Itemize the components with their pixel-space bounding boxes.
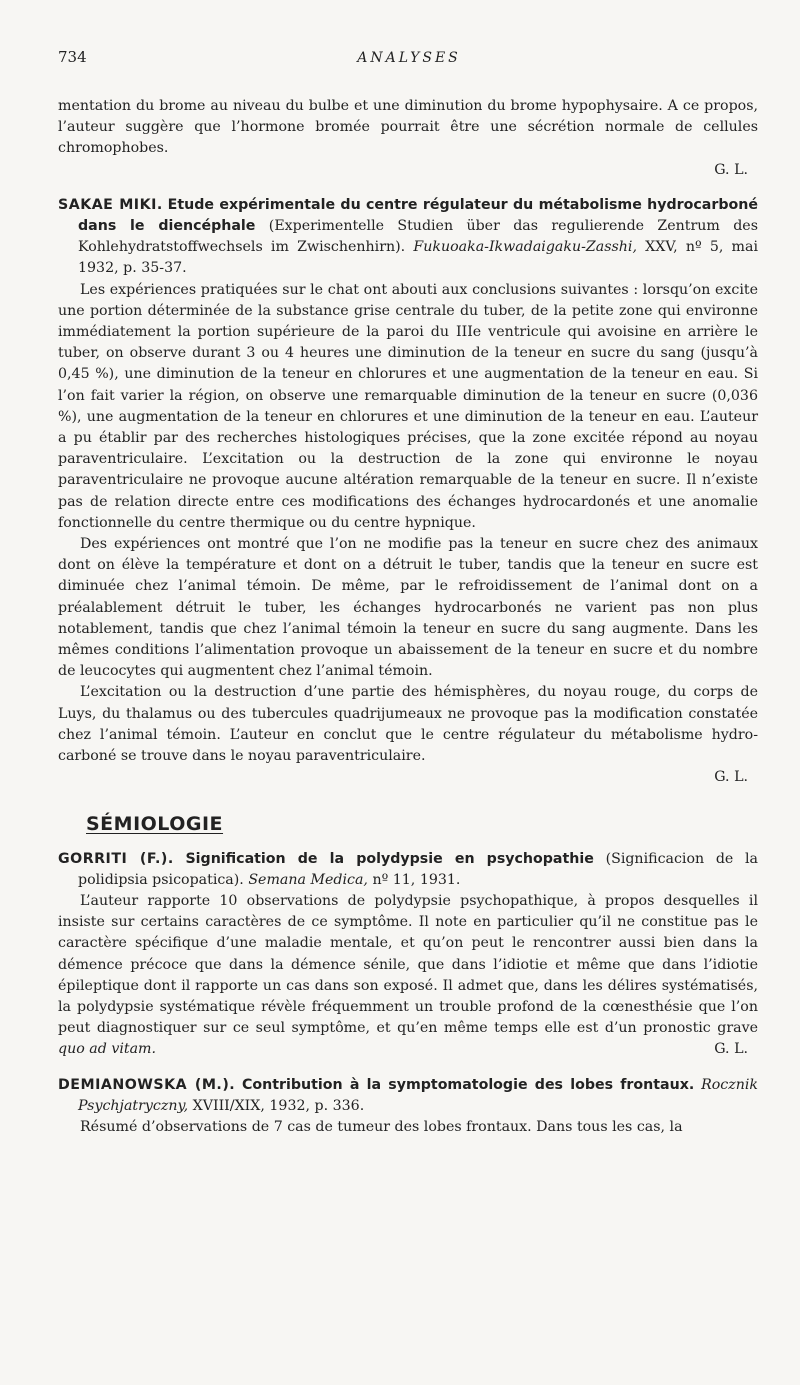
- entry1-details: XXV, nº 5, mai 1932, p. 35-37.: [78, 239, 758, 277]
- entry2-ref: (Significacion de la polidipsia psicopatica).: [78, 850, 758, 888]
- entry3-paragraph: Résumé d’observations de 7 cas de tumeur des lobes frontaux. Dans tous les cas, la: [80, 1118, 683, 1135]
- page-number: 734: [58, 48, 87, 66]
- intro-paragraph: mentation du brome au niveau du bulbe et une diminution du brome hypophysaire. A ce propos, l’auteur suggère que l’hormone bromée pourrait être une sécrétion normale de cellules chromophobes.: [58, 98, 758, 157]
- section-heading-semiologie: SÉMIOLOGIE: [86, 812, 224, 835]
- entry1-author: SAKAE MIKI.: [58, 196, 163, 213]
- entry2-journal: Semana Medica,: [248, 871, 368, 888]
- page-body: [58, 96, 758, 1138]
- entry1-signature: G. L.: [714, 769, 748, 786]
- entry1-journal: Fukuoaka-Ikwadaigaku-Zasshi,: [413, 239, 637, 256]
- entry-gorriti-heading: [58, 849, 758, 891]
- entry-sakae-miki-heading: [58, 195, 758, 280]
- entry3-author: DEMIANOWSKA (M.).: [58, 1076, 236, 1093]
- entry1-paragraph-2: Des expériences ont montré que l’on ne modifie pas la teneur en sucre chez des animaux dont on élève la température et dont on a détruit le tuber, tandis que la teneur en sucre est diminuée chez l’animal témoin. De même, par le refroidissement de l’animal dont on a préalablement détruit le tuber, les échanges hydrocarbonés ne varient pas non plus notablement, tandis que chez l’animal témoin la teneur en sucre du sang augmente. Dans les mêmes conditions l’alimentation provoque un abaissement de la teneur en sucre et du nombre de leucocytes qui augmentent chez l’animal témoin.: [58, 536, 758, 680]
- entry1-paragraph-1: Les expériences pratiquées sur le chat ont abouti aux conclusions suivantes : lorsqu’on excite une portion déterminée de la substance grise centrale du tuber, de la petite zone qui environne immédiatement la portion supérieure de la paroi du IIIe ventricule qui avoisine en arrière le tuber, on observe durant 3 ou 4 heures une diminution de la teneur en sucre du sang (jusqu’à 0,45 %), une diminution de la teneur en chlorures et une augmentation de la teneur en eau. Si l’on fait varier la région, on observe une remarquable diminution de la teneur en sucre (0,036 %), une augmentation de la teneur en chlorures et une diminution de la teneur en eau. L’auteur a pu établir par des recherches histologiques précises, que la zone excitée répond au noyau paraventriculaire. L’excitation ou la destruction de la zone qui environne le noyau paraventriculaire ne provoque aucune altération remarquable de la teneur en sucre. Il n’existe pas de relation directe entre ces modifications des échanges hydrocardonés et une anomalie fonctionnelle du centre thermique ou du centre hypnique.: [58, 281, 758, 531]
- running-head: ANALYSES: [357, 50, 461, 66]
- entry3-details: XVIII/XIX, 1932, p. 336.: [192, 1097, 365, 1114]
- entry2-paragraph: [58, 891, 758, 1061]
- entry1-paragraph-3: L’excitation ou la destruction d’une partie des hémisphères, du noyau rouge, du corps de Luys, du thalamus ou des tubercules quadrijumeaux ne provoque pas la modification constatée chez l’animal témoin. L’auteur en conclut que le centre régulateur du métabolisme hydro-carboné se trouve dans le noyau paraventriculaire.: [58, 684, 758, 765]
- entry1-title: Etude expérimentale du centre régulateur du métabolisme hydrocarboné dans le diencéphale: [78, 196, 758, 235]
- entry2-author: GORRITI (F.).: [58, 850, 174, 867]
- entry3-journal: Rocznik Psychjatryczny,: [78, 1076, 758, 1114]
- entry1-ref: (Experimentelle Studien über das regulierende Zentrum des Kohlehydratstoffwechsels im Zwischenhirn).: [78, 218, 758, 256]
- intro-signature: G. L.: [714, 161, 748, 178]
- entry2-text: L’auteur rapporte 10 observations de polydypsie psychopathique, à propos desquelles il insiste sur certains caractères de ce symptôme. Il note en particulier qu’il ne constitue pas le caractère spécifique d’une maladie mentale, et qu’on peut le rencontrer aussi bien dans la démence précoce que dans la démence sénile, que dans l’idiotie et même que dans l’idiotie épileptique dont il rapporte un cas dans son exposé. Il admet que, dans les délires systématisés, la polydypsie systématique révèle fréquemment un trouble profond de la cœnesthésie que l’on peut diagnostiquer sur ce seul symptôme, et qu’en même temps elle est d’un pronostic grave: [58, 892, 758, 1037]
- page-header: [58, 48, 760, 72]
- entry2-latin: quo ad vitam.: [58, 1041, 156, 1058]
- entry2-details: nº 11, 1931.: [372, 871, 461, 888]
- entry3-title: Contribution à la symptomatologie des lobes frontaux.: [241, 1076, 695, 1093]
- entry2-title: Signification de la polydypsie en psychopathie: [185, 850, 594, 867]
- entry2-signature: G. L.: [714, 1041, 748, 1058]
- entry-demianowska-heading: [58, 1075, 758, 1117]
